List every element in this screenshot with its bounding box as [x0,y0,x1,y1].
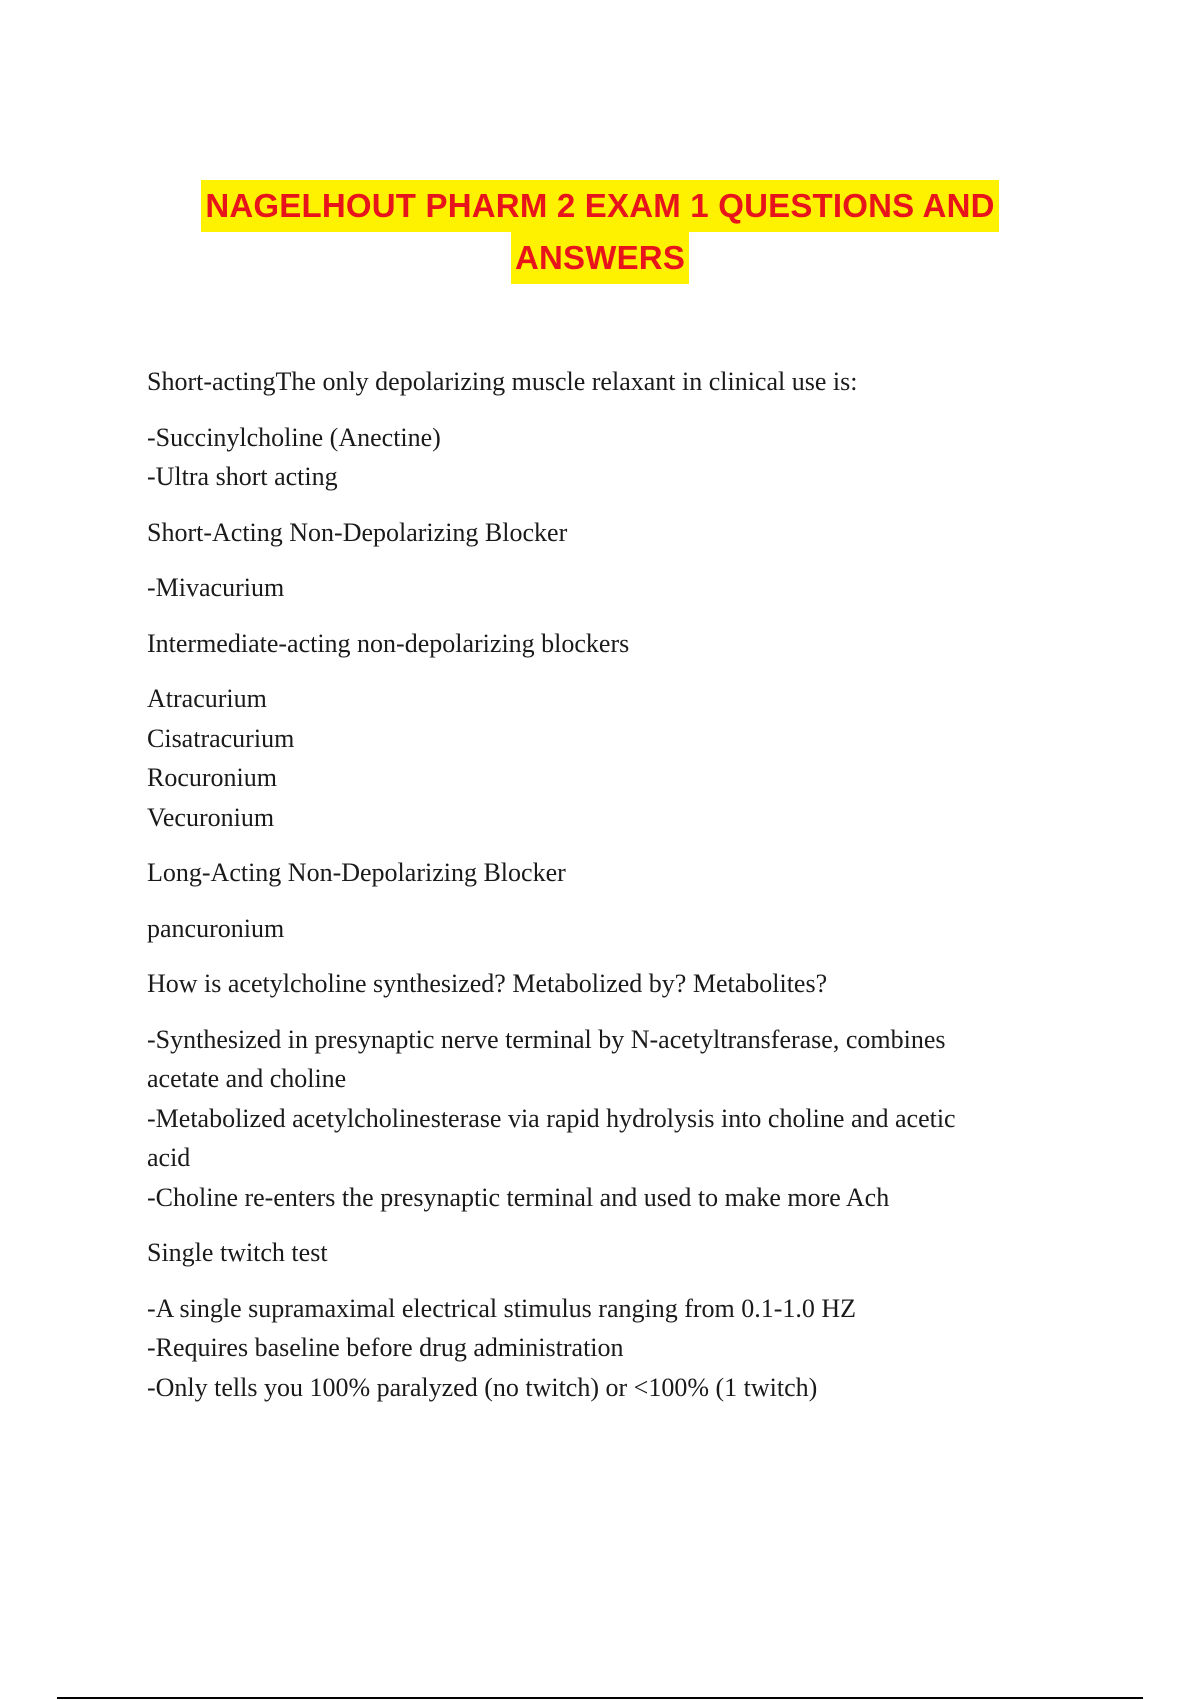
text-line: -Requires baseline before drug administration [147,1333,624,1362]
qa-block [147,624,1047,664]
qa-block [147,513,1047,553]
text-line: Single twitch test [147,1238,328,1267]
text-line: Cisatracurium [147,723,295,753]
document-body [147,362,1047,1423]
qa-block [147,853,1047,893]
title-line: ANSWERS [511,232,689,284]
text-line: Long-Acting Non-Depolarizing Blocker [147,858,566,887]
qa-block [147,964,1047,1004]
text-line: pancuronium [147,913,285,943]
text-line: -Mivacurium [147,573,285,602]
text-line: Short-Acting Non-Depolarizing Blocker [147,517,568,547]
qa-block [147,362,1047,402]
text-line: -Succinylcholine (Anectine) [147,422,441,452]
text-line: -Metabolized acetylcholinesterase via rapid hydrolysis into choline and acetic [147,1103,956,1133]
qa-block [147,909,1047,949]
document-title [0,180,1200,284]
text-line: -Synthesized in presynaptic nerve terminal by N-acetyltransferase, combines [147,1024,946,1054]
text-line: Intermediate-acting non-depolarizing blockers [147,628,630,658]
text-line: Rocuronium [147,763,277,792]
text-line: -Choline re-enters the presynaptic terminal and used to make more Ach [147,1182,890,1212]
qa-block [147,418,1047,497]
qa-block [147,1020,1047,1218]
text-line: Vecuronium [147,802,275,832]
text-line: Short-actingThe only depolarizing muscle relaxant in clinical use is: [147,367,858,396]
text-line: How is acetylcholine synthesized? Metabolized by? Metabolites? [147,969,828,998]
title-line: NAGELHOUT PHARM 2 EXAM 1 QUESTIONS AND [201,180,998,232]
text-line: Atracurium [147,684,267,713]
qa-block [147,679,1047,837]
text-line: acetate and choline [147,1064,347,1093]
text-line: acid [147,1143,191,1172]
bottom-divider [57,1697,1143,1699]
qa-block [147,1233,1047,1273]
qa-block [147,1289,1047,1408]
text-line: -Only tells you 100% paralyzed (no twitch) or <100% (1 twitch) [147,1372,818,1402]
text-line: -A single supramaximal electrical stimulus ranging from 0.1-1.0 HZ [147,1293,857,1323]
qa-block [147,568,1047,608]
text-line: -Ultra short acting [147,462,338,491]
